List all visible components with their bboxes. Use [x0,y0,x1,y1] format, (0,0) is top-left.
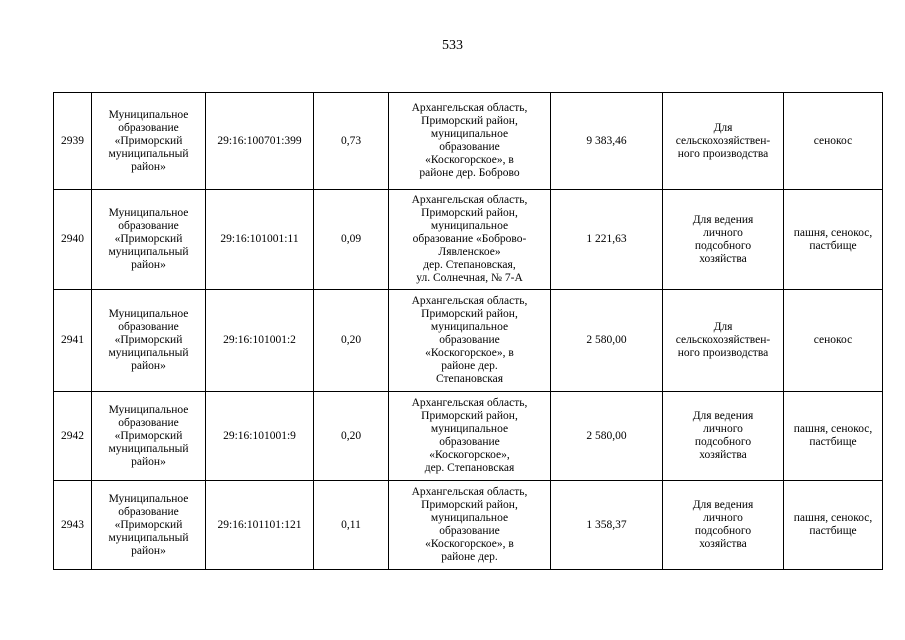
row-number-cell: 2942 [54,392,92,481]
permitted-use-cell-line: хозяйства [699,252,747,265]
owner-cell-line: район» [131,455,166,468]
address-cell [389,481,551,570]
cadastral-value-cell: 1 358,37 [551,481,663,570]
address-cell-line: ул. Солнечная, № 7-А [416,272,523,284]
owner-cell-line: Муниципальное [108,492,189,505]
permitted-use-cell-line: хозяйства [699,449,747,461]
permitted-use-cell [663,93,784,190]
address-cell-line: «Коскогорское», в [425,347,514,359]
permitted-use-cell-line: ного производства [677,147,769,160]
owner-cell [92,481,206,570]
address-cell-line: образование [439,141,500,153]
permitted-use-cell [663,190,784,290]
table-row [54,93,883,190]
area-cell: 0,09 [314,190,389,290]
address-cell-line: Приморский район, [421,410,518,422]
owner-cell-line: «Приморский [114,334,183,346]
owner-cell-line: образование [118,121,179,134]
address-cell-line: районе дер. [441,551,498,563]
address-cell [389,190,551,290]
address-cell-line: районе дер. Боброво [419,167,520,179]
address-cell-line: Архангельская область, [411,397,528,409]
address-cell-line: Архангельская область, [411,295,528,307]
permitted-use-cell-line: Для [713,321,733,333]
land-use-cell-line: пастбище [809,525,857,537]
owner-cell [92,190,206,290]
row-number-cell: 2943 [54,481,92,570]
land-use-cell-line: пастбище [809,436,857,448]
address-cell-line: «Коскогорское», в [425,538,514,550]
address-cell-line: Приморский район, [421,499,518,511]
owner-cell-line: муниципальный [108,347,189,359]
owner-cell-line: район» [131,160,166,173]
address-cell-line: Лявленское» [438,246,501,258]
permitted-use-cell-line: ного производства [677,347,769,359]
address-cell-line: Архангельская область, [411,194,528,206]
land-use-cell [784,481,883,570]
owner-cell-line: «Приморский [114,233,183,245]
cadastral-number-cell: 29:16:101001:2 [206,290,314,392]
row-number-cell: 2940 [54,190,92,290]
address-cell-line: образование [439,334,500,346]
address-cell-line: Приморский район, [421,207,518,219]
owner-cell-line: Муниципальное [108,308,189,320]
land-use-cell-line: пашня, сенокос, [793,423,873,435]
owner-cell-line: «Приморский [114,518,183,531]
permitted-use-cell [663,290,784,392]
table-row [54,481,883,570]
land-use-cell-line: пастбище [809,239,857,252]
owner-cell-line: «Приморский [114,429,183,442]
permitted-use-cell-line: подсобного [694,525,752,537]
owner-cell [92,93,206,190]
land-use-cell [784,392,883,481]
cadastral-value-cell: 2 580,00 [551,392,663,481]
owner-cell-line: район» [131,544,166,557]
address-cell-line: муниципальное [430,220,509,232]
cadastral-value-cell: 1 221,63 [551,190,663,290]
permitted-use-cell-line: Для ведения [692,499,754,511]
permitted-use-cell-line: хозяйства [699,538,747,550]
address-cell-line: образование [439,525,500,537]
land-use-cell [784,93,883,190]
owner-cell-line: муниципальный [108,442,189,455]
address-cell-line: образование [439,436,500,448]
owner-cell-line: Муниципальное [108,403,189,416]
permitted-use-cell-line: Для ведения [692,213,754,226]
row-number-cell: 2941 [54,290,92,392]
area-cell: 0,11 [314,481,389,570]
land-use-cell-line: сенокос [813,134,853,147]
owner-cell-line: «Приморский [114,134,183,147]
address-cell-line: муниципальное [430,321,509,333]
permitted-use-cell-line: личного [703,226,743,239]
address-cell-line: дер. Степановская, [423,259,516,271]
address-cell-line: муниципальное [430,128,509,140]
area-cell: 0,20 [314,290,389,392]
permitted-use-cell-line: личного [703,423,743,435]
table-row [54,290,883,392]
owner-cell-line: муниципальный [108,531,189,544]
owner-cell-line: район» [131,360,166,372]
address-cell-line: Архангельская область, [411,486,528,498]
address-cell-line: Степановская [435,373,504,385]
table-row [54,392,883,481]
cadastral-value-cell: 9 383,46 [551,93,663,190]
land-use-cell-line: пашня, сенокос, [793,512,873,524]
address-cell-line: «Коскогорское», в [425,154,514,166]
permitted-use-cell-line: сельскохозяйствен- [675,334,771,346]
owner-cell-line: образование [118,416,179,429]
permitted-use-cell [663,392,784,481]
land-use-cell [784,190,883,290]
table-row [54,190,883,290]
permitted-use-cell-line: Для [713,121,733,134]
permitted-use-cell-line: Для ведения [692,410,754,422]
cadastral-number-cell: 29:16:100701:399 [206,93,314,190]
address-cell-line: районе дер. [441,360,498,372]
land-use-cell [784,290,883,392]
address-cell [389,93,551,190]
land-use-cell-line: пашня, сенокос, [793,226,873,239]
land-plots-table [53,92,883,570]
table-body [54,93,883,570]
cadastral-number-cell: 29:16:101101:121 [206,481,314,570]
address-cell-line: Архангельская область, [411,102,528,114]
owner-cell-line: муниципальный [108,246,189,258]
cadastral-number-cell: 29:16:101001:9 [206,392,314,481]
address-cell-line: «Коскогорское», [429,449,510,461]
cadastral-value-cell: 2 580,00 [551,290,663,392]
permitted-use-cell-line: сельскохозяйствен- [675,134,771,147]
owner-cell-line: Муниципальное [108,207,189,219]
address-cell-line: муниципальное [430,512,509,524]
owner-cell-line: образование [118,220,179,232]
permitted-use-cell-line: подсобного [694,239,752,252]
owner-cell-line: образование [118,321,179,333]
owner-cell-line: Муниципальное [108,108,189,121]
address-cell-line: Приморский район, [421,115,518,127]
area-cell: 0,73 [314,93,389,190]
page-number: 533 [442,38,463,53]
owner-cell [92,290,206,392]
owner-cell-line: район» [131,259,166,271]
land-use-cell-line: сенокос [813,334,853,346]
owner-cell [92,392,206,481]
address-cell [389,290,551,392]
address-cell-line: муниципальное [430,423,509,435]
permitted-use-cell [663,481,784,570]
owner-cell-line: муниципальный [108,147,189,160]
permitted-use-cell-line: личного [703,512,743,524]
address-cell-line: Приморский район, [421,308,518,320]
address-cell [389,392,551,481]
address-cell-line: образование «Боброво- [412,233,527,245]
permitted-use-cell-line: подсобного [694,436,752,448]
address-cell-line: дер. Степановская [424,462,515,474]
area-cell: 0,20 [314,392,389,481]
cadastral-number-cell: 29:16:101001:11 [206,190,314,290]
owner-cell-line: образование [118,505,179,518]
row-number-cell: 2939 [54,93,92,190]
